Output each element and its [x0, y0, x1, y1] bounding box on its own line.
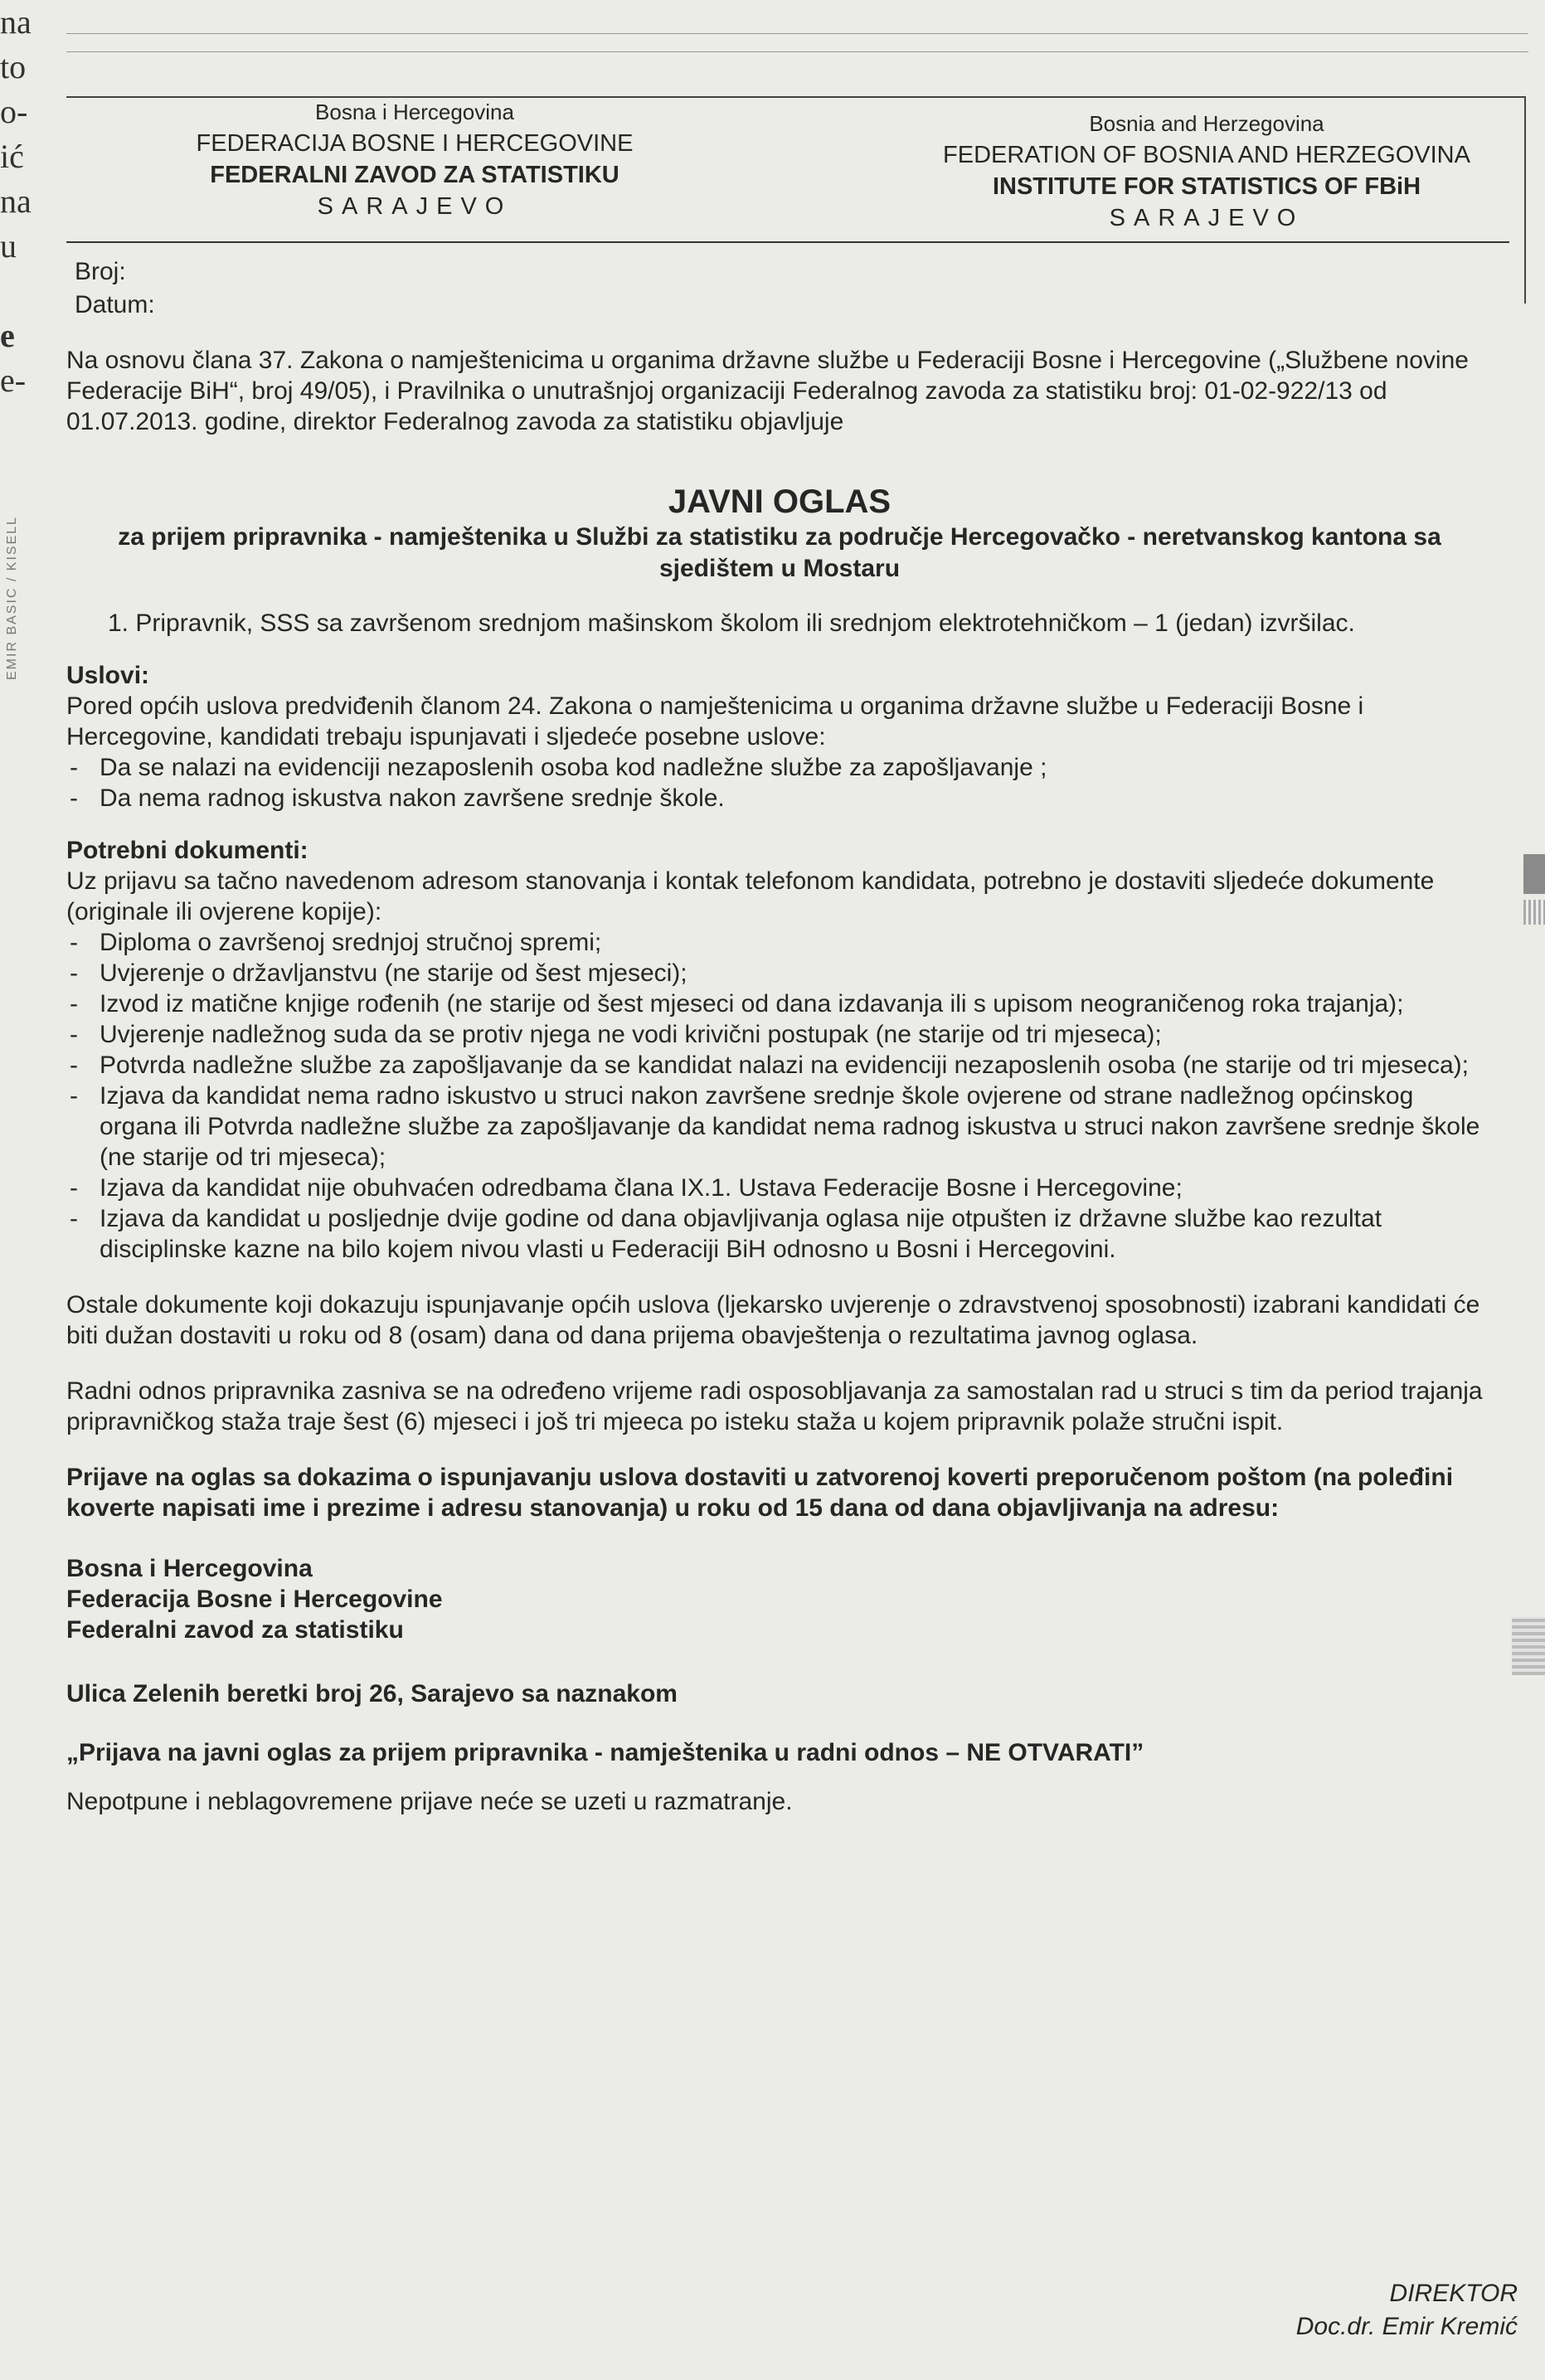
- margin-fragment: to: [0, 48, 27, 85]
- list-item: - Uvjerenje o državljanstvu (ne starije od šest mjeseci);: [66, 958, 1493, 988]
- list-item: - Diploma o završenoj srednjoj stručnoj spremi;: [66, 927, 1493, 958]
- address-line: Bosna i Hercegovina: [66, 1555, 313, 1582]
- conditions-list: [66, 752, 1493, 814]
- margin-fragment: ić: [0, 138, 24, 175]
- signature-role: DIREKTOR: [1389, 2280, 1518, 2307]
- margin-fragment: na: [0, 3, 32, 41]
- margin-fragment: e: [0, 317, 15, 354]
- spacer: [66, 1437, 1493, 1462]
- adjacent-page-strip: [1523, 854, 1545, 894]
- header-separator: [66, 241, 1509, 243]
- list-item: - Izjava da kandidat nije obuhvaćen odredbama člana IX.1. Ustava Federacije Bosne i Hercegovine;: [66, 1173, 1493, 1203]
- list-item: - Potvrda nadležne službe za zapošljavanje da se kandidat nalazi na evidenciji nezaposlenih osoba (ne starije od tri mjeseca);: [66, 1050, 1493, 1081]
- top-rule: [66, 33, 1528, 34]
- conditions-label: Uslovi:: [66, 662, 150, 689]
- header-right: [887, 108, 1526, 234]
- margin-vertical-credit: EMIR BASIC / KISELL: [5, 515, 19, 680]
- spacer: [66, 1351, 1493, 1376]
- margin-fragment: u: [0, 227, 17, 265]
- announcement-subtitle: za prijem pripravnika - namještenika u Službi za statistiku za područje Hercegovačko - neretvanskog kantona sa sjedištem u Mostaru: [118, 523, 1441, 582]
- datum-label: Datum:: [75, 291, 155, 318]
- conditions-intro: Pored općih uslova predviđenih članom 24. Zakona o namještenicima u organima državne službe u Federaciji Bosne i Hercegovine, kandidati trebaju ispunjavati i sljedeće posebne uslove:: [66, 692, 1364, 750]
- position-description: 1. Pripravnik, SSS sa završenom srednjom mašinskom školom ili srednjom elektrotehničkom – 1 (jedan) izvršilac.: [108, 610, 1355, 637]
- reference-fields: [75, 255, 155, 322]
- header-left-country: Bosna i Hercegovina: [315, 100, 514, 124]
- list-item: - Uvjerenje nadležnog suda da se protiv njega ne vodi krivični postupak (ne starije od tri mjeseca);: [66, 1019, 1493, 1050]
- top-rule: [66, 51, 1528, 52]
- mailing-address: [66, 1553, 1493, 1645]
- header-right-federation: FEDERATION OF BOSNIA AND HERZEGOVINA: [943, 142, 1470, 168]
- address-line: Federalni zavod za statistiku: [66, 1616, 404, 1644]
- list-item: - Da se nalazi na evidenciji nezaposlenih osoba kod nadležne službe za zapošljavanje ;: [66, 752, 1493, 783]
- header-right-country: Bosnia and Herzegovina: [1089, 111, 1324, 136]
- header-left-city: SARAJEVO: [317, 193, 513, 220]
- margin-fragment: e-: [0, 362, 27, 399]
- address-line: Federacija Bosne i Hercegovine: [66, 1586, 443, 1613]
- other-documents-paragraph: Ostale dokumente koji dokazuju ispunjavanje općih uslova (ljekarsko uvjerenje o zdravstvenoj sposobnosti) izabrani kandidati će biti dužan dostaviti u roku od 8 (osam) dana od dana prijema obavještenja o rezultatima javnog oglasa.: [66, 1291, 1480, 1349]
- list-item: - Da nema radnog iskustva nakon završene srednje škole.: [66, 783, 1493, 814]
- adjacent-page-strip: [1523, 900, 1545, 925]
- signature-name: Doc.dr. Emir Kremić: [1295, 2313, 1518, 2340]
- announcement-title: JAVNI OGLAS: [668, 483, 892, 520]
- margin-fragment: o-: [0, 93, 28, 130]
- submission-paragraph: Prijave na oglas sa dokazima o ispunjavanju uslova dostaviti u zatvorenoj koverti preporučenom poštom (na poleđini koverte napisati ime i prezime i adresu stanovanja) u roku od 15 dana od dana objavljivanja na adresu:: [66, 1464, 1454, 1522]
- list-item: - Izvod iz matične knjige rođenih (ne starije od šest mjeseci od dana izdavanja ili s upisom neograničenog roka trajanja);: [66, 988, 1493, 1019]
- street-address: Ulica Zelenih beretki broj 26, Sarajevo sa naznakom: [66, 1680, 678, 1707]
- list-item: - Izjava da kandidat u posljednje dvije godine od dana objavljivanja oglasa nije otpušten iz državne službe kao rezultat disciplinske kazne na bilo kojem nivou vlasti u Federaciji BiH odnosno u Bosni i Hercegovini.: [66, 1203, 1493, 1265]
- announcement-page: [66, 96, 1526, 2352]
- list-item: - Izjava da kandidat nema radno iskustvo u struci nakon završene srednje škole ovjerene od strane nadležnog općinskog organa ili Potvrda nadležne službe za zapošljavanje da kandidat nema radnog iskustva u struci nakon završene srednje škole (ne starije od tri mjeseca);: [66, 1081, 1493, 1173]
- employment-paragraph: Radni odnos pripravnika zasniva se na određeno vrijeme radi osposobljavanja za samostalan rad u struci s tim da period trajanja pripravničkog staža traje šest (6) mjeseci i još tri mjeeca po isteku staža u kojem pripravnik polaže stručni ispit.: [66, 1377, 1483, 1435]
- intro-paragraph: Na osnovu člana 37. Zakona o namještenicima u organima državne službe u Federaciji Bosne i Hercegovine („Službene novine Federacije BiH“, broj 49/05), i Pravilnika o unutrašnjoj organizaciji Federalnog zavoda za statistiku broj: 01-02-922/13 od 01.07.2013. godine, direktor Federalnog zavoda za statistiku objavljuje: [66, 347, 1469, 435]
- header-right-city: SARAJEVO: [1109, 205, 1305, 231]
- header-left-institute: FEDERALNI ZAVOD ZA STATISTIKU: [210, 162, 619, 188]
- signature-block: [1296, 2277, 1518, 2344]
- announcement-body: [66, 345, 1493, 1817]
- header-left-federation: FEDERACIJA BOSNE I HERCEGOVINE: [196, 130, 634, 157]
- margin-fragment: [0, 269, 38, 313]
- spacer: [66, 1265, 1493, 1290]
- adjacent-column-fragments: [0, 0, 38, 431]
- header-left: [145, 96, 684, 222]
- header-right-institute: INSTITUTE FOR STATISTICS OF FBiH: [992, 173, 1421, 200]
- envelope-marking: „Prijava na javni oglas za prijem pripravnika - namještenika u radni odnos – NE OTVARATI”: [66, 1739, 1144, 1766]
- broj-label: Broj:: [75, 258, 126, 285]
- documents-label: Potrebni dokumenti:: [66, 837, 309, 864]
- documents-intro: Uz prijavu sa tačno navedenom adresom stanovanja i kontak telefonom kandidata, potrebno je dostaviti sljedeće dokumente (originale ili ovjerene kopije):: [66, 867, 1435, 925]
- documents-list: [66, 927, 1493, 1265]
- margin-fragment: na: [0, 182, 32, 220]
- incomplete-notice: Nepotpune i neblagovremene prijave neće se uzeti u razmatranje.: [66, 1788, 793, 1815]
